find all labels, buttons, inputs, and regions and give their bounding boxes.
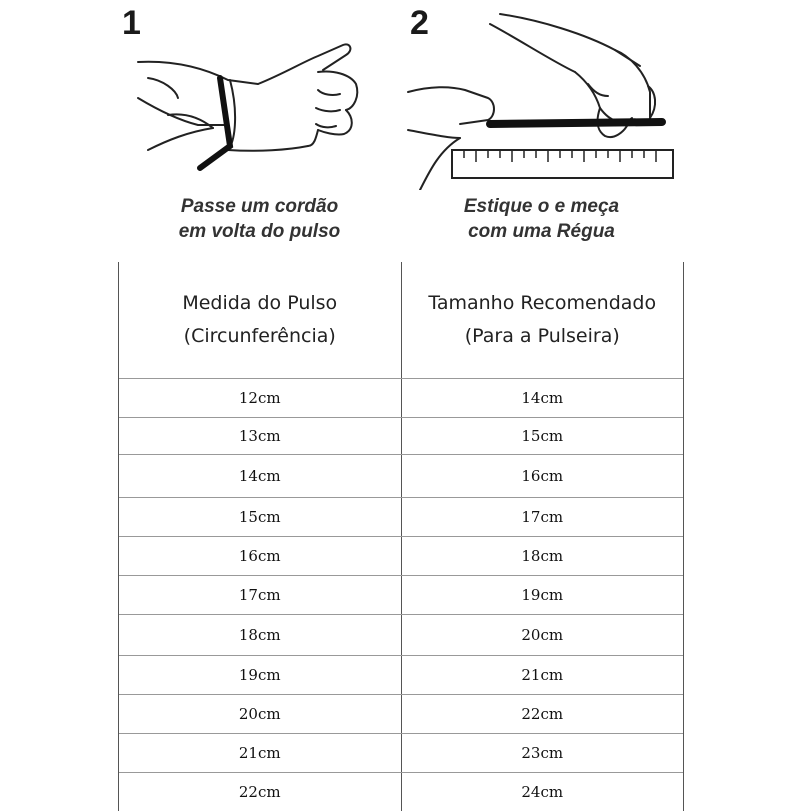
cell-bracelet: 18cm (401, 537, 684, 575)
step-number: 1 (122, 4, 141, 42)
cell-wrist: 13cm (238, 427, 281, 445)
step-caption-line: Passe um cordão (180, 196, 339, 217)
cell-wrist: 14cm (238, 467, 281, 485)
cell-bracelet: 22cm (401, 695, 684, 733)
cell-wrist: 16cm (238, 547, 281, 565)
table-header (119, 262, 683, 379)
header-line: Tamanho Recomendado (428, 292, 657, 314)
cell-bracelet: 24cm (401, 773, 684, 811)
cell-wrist: 17cm (238, 586, 281, 604)
table-row (119, 379, 683, 418)
table-row (119, 615, 683, 656)
step-caption (400, 194, 683, 244)
cell-bracelet: 15cm (401, 418, 684, 454)
table-row (119, 455, 683, 498)
cell-wrist: 22cm (238, 783, 281, 801)
table-row (119, 576, 683, 615)
table-row (119, 498, 683, 537)
step-number: 2 (410, 4, 429, 42)
step-caption-line: em volta do pulso (178, 221, 341, 242)
cell-wrist: 21cm (238, 744, 281, 762)
cell-wrist: 15cm (238, 508, 281, 526)
cell-bracelet: 16cm (401, 455, 684, 497)
cell-wrist: 20cm (238, 705, 281, 723)
cell-wrist: 19cm (238, 666, 281, 684)
header-line: Medida do Pulso (182, 292, 338, 314)
table-row (119, 734, 683, 773)
header-line: (Para a Pulseira) (464, 325, 620, 347)
table-row (119, 537, 683, 576)
table-row (119, 656, 683, 695)
step-caption (118, 194, 401, 244)
table-row (119, 418, 683, 455)
header-recommended-size (401, 262, 684, 378)
cell-bracelet: 14cm (401, 379, 684, 417)
size-table (118, 262, 684, 811)
step-1-panel (118, 0, 401, 262)
cell-bracelet: 21cm (401, 656, 684, 694)
wrist-cord-illustration (118, 0, 401, 190)
header-line: (Circunferência) (183, 325, 336, 347)
cell-wrist: 12cm (238, 389, 281, 407)
step-caption-line: com uma Régua (468, 221, 615, 242)
step-caption-line: Estique o e meça (463, 196, 620, 217)
ruler-measure-illustration (400, 0, 683, 190)
table-row (119, 695, 683, 734)
cell-bracelet: 19cm (401, 576, 684, 614)
cell-bracelet: 23cm (401, 734, 684, 772)
cell-bracelet: 20cm (401, 615, 684, 655)
cell-bracelet: 17cm (401, 498, 684, 536)
step-2-panel (400, 0, 683, 262)
header-wrist-measure (119, 262, 401, 378)
cell-wrist: 18cm (238, 626, 281, 644)
table-row (119, 773, 683, 811)
